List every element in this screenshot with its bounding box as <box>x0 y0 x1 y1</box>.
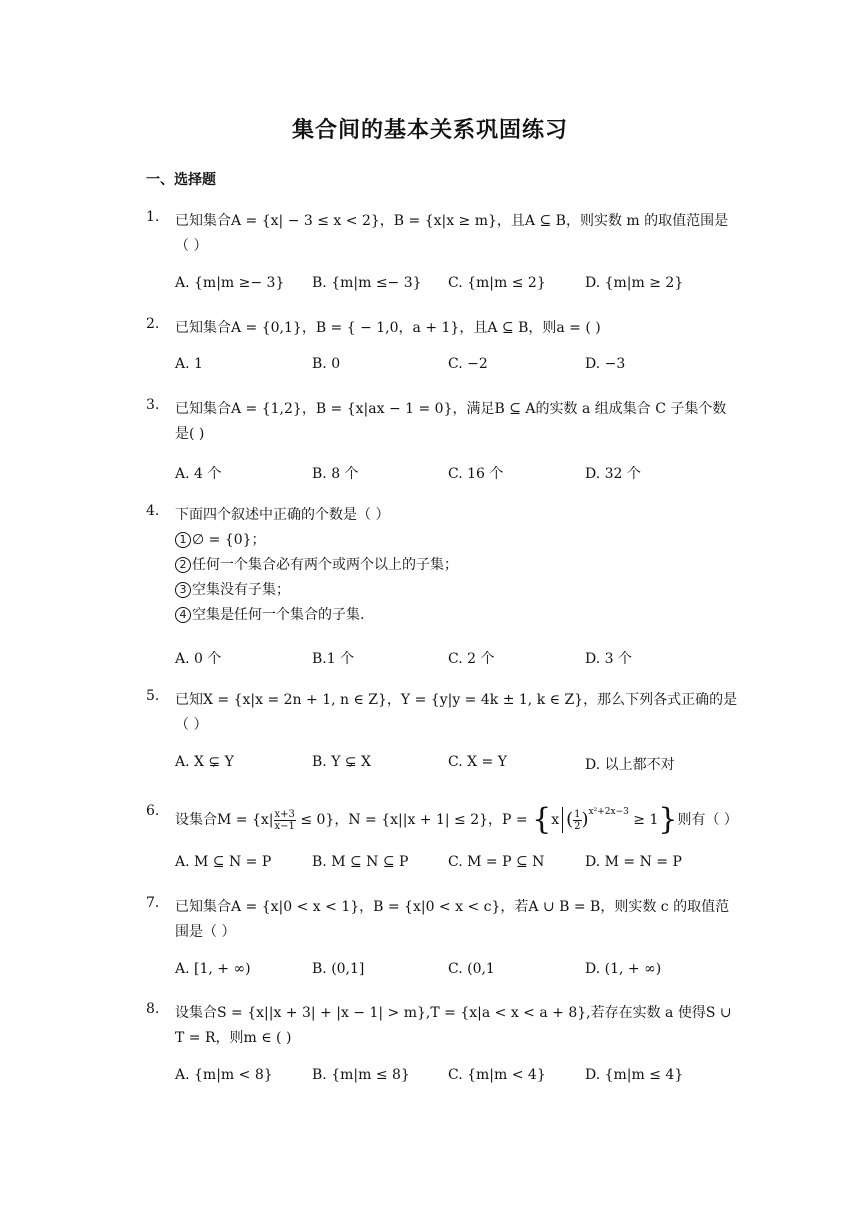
stem-line: 下面四个叙述中正确的个数是（ ） <box>175 507 390 523</box>
option-d[interactable]: D. 32 个 <box>585 466 641 482</box>
options-row <box>175 754 735 774</box>
stem-line: 围是（ ） <box>175 924 236 940</box>
set-divider <box>562 807 563 833</box>
circled-number-icon: 4 <box>175 607 191 623</box>
question-number: 2. <box>146 316 160 332</box>
question-stem <box>175 397 725 447</box>
option-d[interactable]: D. 以上都不对 <box>585 757 675 773</box>
question-stem <box>175 795 738 837</box>
question-number: 5. <box>146 688 160 704</box>
question-number: 7. <box>146 895 160 911</box>
question-6 <box>146 795 738 837</box>
option-a[interactable]: A. 0 个 <box>175 651 222 667</box>
options-row <box>175 648 735 668</box>
stem-text: ≥ 1 <box>628 812 659 828</box>
option-a[interactable]: A. [1, + ∞) <box>175 961 251 977</box>
statement-text: 空集是任何一个集合的子集. <box>192 607 365 623</box>
option-d[interactable]: D. {m|m ≥ 2} <box>585 275 684 291</box>
stem-line: 已知集合A = {0,1}，B = { − 1,0，a + 1}，且A ⊆ B，则a = ( ) <box>175 320 601 336</box>
document-title: 集合间的基本关系巩固练习 <box>291 118 568 143</box>
option-c[interactable]: C. 16 个 <box>448 466 504 482</box>
stem-line: （ ） <box>175 238 208 254</box>
question-stem <box>175 688 738 738</box>
option-d[interactable]: D. M = N = P <box>585 854 682 870</box>
circled-number-icon: 1 <box>175 532 191 548</box>
fraction <box>274 809 296 832</box>
option-a[interactable]: A. M ⊆ N = P <box>175 854 272 870</box>
paren: ( <box>566 809 574 830</box>
option-d[interactable]: D. −3 <box>585 356 626 372</box>
statement-item <box>175 528 725 553</box>
stem-line: （ ） <box>175 717 208 733</box>
set-variable: x <box>551 812 560 828</box>
question-number: 8. <box>146 1001 160 1017</box>
options-row <box>175 854 735 874</box>
option-a[interactable]: A. X ⊊ Y <box>175 754 234 770</box>
option-b[interactable]: B. Y ⊊ X <box>312 754 372 770</box>
fraction-numerator: x+3 <box>274 808 295 820</box>
question-stem <box>175 209 729 259</box>
stem-line: 已知X = {x|x = 2n + 1, n ∈ Z}，Y = {y|y = 4k ± 1, k ∈ Z}，那么下列各式正确的是 <box>175 692 738 708</box>
options-row <box>175 356 735 376</box>
option-d[interactable]: D. {m|m ≤ 4} <box>585 1067 684 1083</box>
statement-text: 任何一个集合必有两个或两个以上的子集； <box>192 557 458 573</box>
option-c[interactable]: C. {m|m ≤ 2} <box>448 275 546 291</box>
question-8 <box>146 1001 732 1051</box>
statement-item <box>175 553 725 578</box>
stem-line: 已知集合A = {1,2}，B = {x|ax − 1 = 0}，满足B ⊆ A的实数 a 组成集合 C 子集个数 <box>175 401 727 417</box>
circled-number-icon: 3 <box>175 582 191 598</box>
question-5 <box>146 688 738 738</box>
fraction-numerator: 1 <box>574 808 581 820</box>
option-a[interactable]: A. 4 个 <box>175 466 222 482</box>
stem-line: 设集合S = {x||x + 3| + |x − 1| > m},T = {x|a < x < a + 8},若存在实数 a 使得S ∪ <box>175 1005 732 1021</box>
set-brace-open: { <box>532 802 552 837</box>
section-heading: 一、选择题 <box>146 172 216 188</box>
paren: ) <box>581 809 589 830</box>
question-2 <box>146 316 726 341</box>
fraction-denominator: x−1 <box>274 820 295 832</box>
option-c[interactable]: C. (0,1 <box>448 961 495 977</box>
question-number: 1. <box>146 209 160 225</box>
option-c[interactable]: C. {m|m < 4} <box>448 1067 546 1083</box>
question-4 <box>146 503 726 628</box>
option-c[interactable]: C. X = Y <box>448 754 507 770</box>
option-c[interactable]: C. −2 <box>448 356 488 372</box>
statement-item <box>175 603 725 628</box>
circled-number-icon: 2 <box>175 557 191 573</box>
option-b[interactable]: B. 8 个 <box>312 466 359 482</box>
option-b[interactable]: B.1 个 <box>312 651 355 667</box>
stem-text: 则有（ ） <box>677 812 738 828</box>
question-stem <box>175 316 725 341</box>
question-number: 4. <box>146 503 160 519</box>
statement-item <box>175 578 725 603</box>
question-3 <box>146 397 726 447</box>
option-b[interactable]: B. 0 <box>312 356 341 372</box>
options-row <box>175 1067 735 1087</box>
option-b[interactable]: B. {m|m ≤ 8} <box>312 1067 410 1083</box>
fraction-denominator: 2 <box>574 820 581 832</box>
option-b[interactable]: B. M ⊆ N ⊆ P <box>312 854 409 870</box>
question-number: 3. <box>146 397 160 413</box>
option-d[interactable]: D. 3 个 <box>585 651 632 667</box>
question-number: 6. <box>146 803 160 819</box>
options-row <box>175 961 735 981</box>
statement-text: 空集没有子集； <box>192 582 290 598</box>
question-stem <box>175 503 725 628</box>
stem-line: 已知集合A = {x|0 < x < 1}，B = {x|0 < x < c}，若A ∪ B = B，则实数 c 的取值范 <box>175 899 730 915</box>
stem-text: 设集合M = {x| <box>175 812 274 828</box>
option-a[interactable]: A. {m|m < 8} <box>175 1067 273 1083</box>
stem-line: 已知集合A = {x| − 3 ≤ x < 2}，B = {x|x ≥ m}，且A ⊆ B，则实数 m 的取值范围是 <box>175 213 729 229</box>
question-stem <box>175 895 730 945</box>
option-a[interactable]: A. 1 <box>175 356 203 372</box>
option-c[interactable]: C. M = P ⊆ N <box>448 854 545 870</box>
option-c[interactable]: C. 2 个 <box>448 651 495 667</box>
question-7 <box>146 895 730 945</box>
options-row <box>175 275 735 295</box>
option-b[interactable]: B. {m|m ≤− 3} <box>312 275 422 291</box>
stem-text: ≤ 0}，N = {x||x + 1| ≤ 2}，P = <box>295 812 533 828</box>
stem-line: 是( ) <box>175 426 205 442</box>
question-1 <box>146 209 729 259</box>
exponent: x²+2x−3 <box>588 807 629 817</box>
options-row <box>175 463 735 483</box>
option-b[interactable]: B. (0,1] <box>312 961 365 977</box>
fraction <box>573 809 581 832</box>
question-stem <box>175 1001 732 1051</box>
statement-text: ∅ = {0}； <box>192 532 266 548</box>
option-a[interactable]: A. {m|m ≥− 3} <box>175 275 285 291</box>
option-d[interactable]: D. (1, + ∞) <box>585 961 662 977</box>
stem-line: T = R，则m ∈ ( ) <box>175 1030 292 1046</box>
set-brace-close: } <box>658 802 678 837</box>
